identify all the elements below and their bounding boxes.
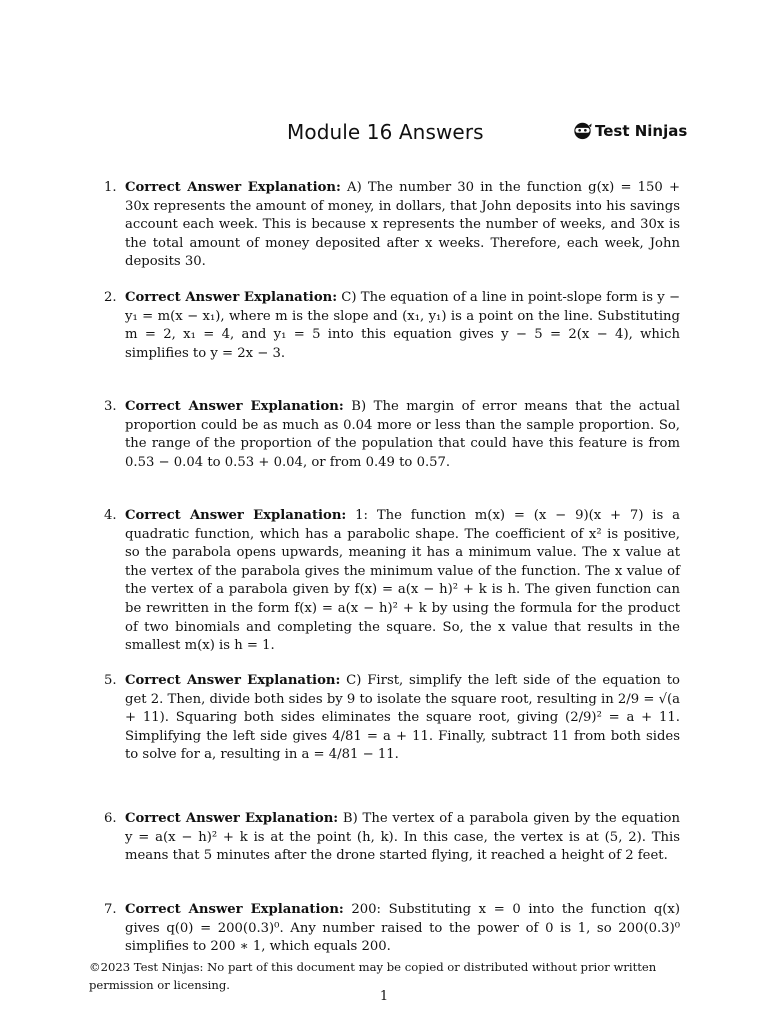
answer-text <box>125 179 680 272</box>
page-header <box>0 118 768 152</box>
answer-lead: Correct Answer Explanation: <box>125 902 344 917</box>
answer-text <box>125 672 680 765</box>
brand-name: Test Ninjas <box>595 121 688 140</box>
answer-explanation: A) The number 30 in the function g(x) = 150 + 30x represents the amount of money, in dollars, that John deposits into his savings account each week. This is because x represents the number of weeks, and 30x is the total amount of money deposited after x weeks. Therefore, each week, John deposits 30. <box>125 180 680 270</box>
answer-lead: Correct Answer Explanation: <box>125 290 338 305</box>
answer-number: 6. <box>104 811 117 826</box>
answer-explanation: B) The vertex of a parabola given by the equation y = a(x − h)² + k is at the point (h, k). In this case, the vertex is at (5, 2). This means that 5 minutes after the drone started flying, it reached a height of 2 feet. <box>125 811 680 864</box>
answer-text <box>125 901 680 957</box>
answer-lead: Correct Answer Explanation: <box>125 399 344 414</box>
answer-explanation: B) The margin of error means that the actual proportion could be as much as 0.04 more or less than the sample proportion. So, the range of the proportion of the population that could have this feature is from 0.53 − 0.04 to 0.53 + 0.04, or from 0.49 to 0.57. <box>125 399 681 470</box>
answer-explanation: 200: Substituting x = 0 into the function q(x) gives q(0) = 200(0.3)⁰. Any number raised to the power of 0 is 1, so 200(0.3)⁰ simplifies to 200 ∗ 1, which equals 200. <box>125 902 681 955</box>
copyright-notice: ©2023 Test Ninjas: No part of this document may be copied or distributed without prior written permission or licensing. <box>89 960 657 992</box>
answer-lead: Correct Answer Explanation: <box>125 673 341 688</box>
answer-number: 3. <box>104 399 117 414</box>
answer-lead: Correct Answer Explanation: <box>125 180 341 195</box>
answer-text <box>125 507 680 656</box>
answer-number: 4. <box>104 508 117 523</box>
answer-lead: Correct Answer Explanation: <box>125 508 347 523</box>
brand-logo <box>573 121 687 140</box>
answer-explanation: C) First, simplify the left side of the equation to get 2. Then, divide both sides by 9 to isolate the square root, resulting in 2/9 = √(a + 11). Squaring both sides eliminates the square root, giving (2/9)² = a + 11. Simplifying the left side gives 4/81 = a + 11. Finally, subtract 11 from both sides to solve for a, resulting in a = 4/81 − 11. <box>125 673 680 763</box>
answer-number: 7. <box>104 902 117 917</box>
page-title: Module 16 Answers <box>287 120 484 144</box>
page-number: 1 <box>379 989 389 1004</box>
answer-explanation: 1: The function m(x) = (x − 9)(x + 7) is a quadratic function, which has a parabolic shape. The coefficient of x² is positive, so the parabola opens upwards, meaning it has a minimum value. The x value at the vertex of the parabola gives the minimum value of the function. The x value of the vertex of a parabola given by f(x) = a(x − h)² + k is h. The given function can be rewritten in the form f(x) = a(x − h)² + k by using the formula for the product of two binomials and completing the square. So, the x value that results in the smallest m(x) is h = 1. <box>125 508 680 654</box>
answer-explanation: C) The equation of a line in point-slope form is y − y₁ = m(x − x₁), where m is the slope and (x₁, y₁) is a point on the line. Substituting m = 2, x₁ = 4, and y₁ = 5 into this equation gives y − 5 = 2(x − 4), which simplifies to y = 2x − 3. <box>125 290 680 361</box>
ninja-head-icon <box>573 121 592 140</box>
answer-text <box>125 289 680 363</box>
answer-number: 1. <box>104 180 117 195</box>
answer-lead: Correct Answer Explanation: <box>125 811 339 826</box>
answer-text <box>125 810 680 866</box>
answer-number: 2. <box>104 290 117 305</box>
answer-text <box>125 398 680 472</box>
answer-number: 5. <box>104 673 117 688</box>
